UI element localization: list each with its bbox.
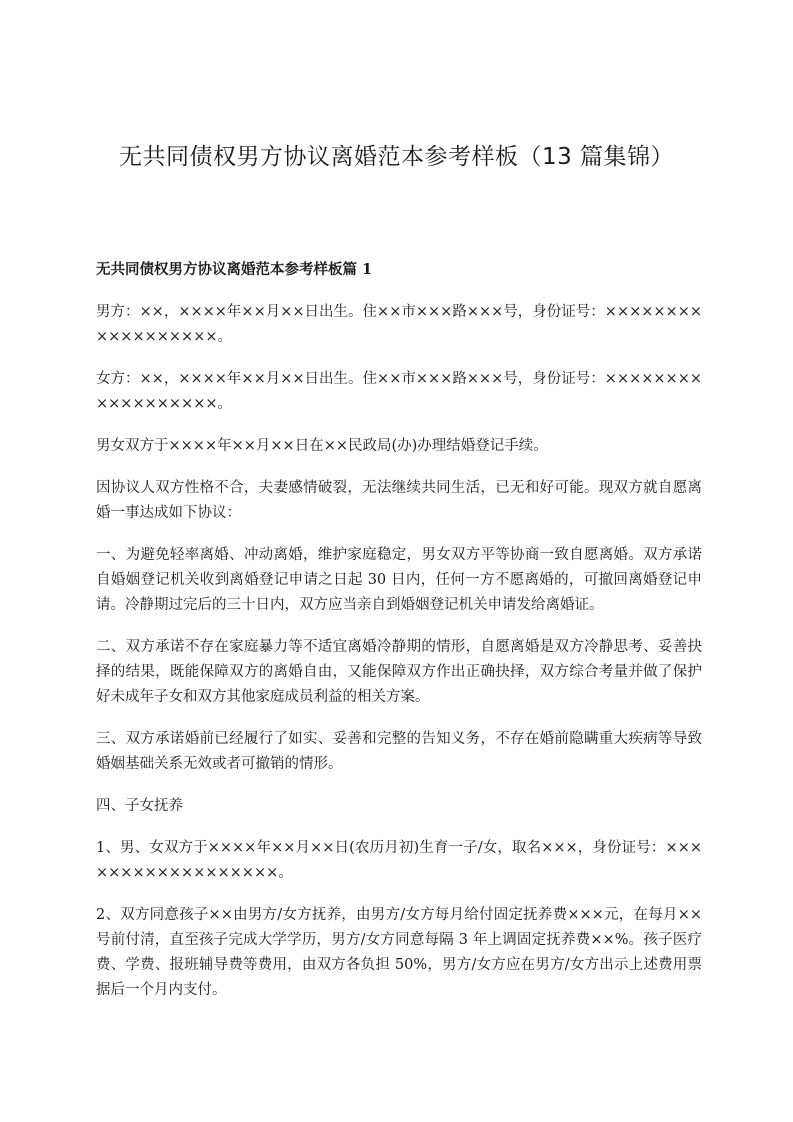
document-title: 无共同债权男方协议离婚范本参考样板（13 篇集锦）: [118, 144, 675, 170]
paragraph-male-party: 男方：××，××××年××月××日出生。住××市×××路×××号，身份证号：××××××××××××××××××。: [96, 304, 702, 345]
paragraph-clause-4-heading: 四、子女抚养: [96, 798, 183, 814]
paragraph-female-party: 女方：××，××××年××月××日出生。住××市×××路×××号，身份证号：××××××××××××××××××。: [96, 371, 702, 412]
paragraph-clause-3: 三、双方承诺婚前已经履行了如实、妥善和完整的告知义务，不存在婚前隐瞒重大疾病等导致婚姻基础关系无效或者可撤销的情形。: [96, 731, 702, 772]
paragraph-clause-1: 一、为避免轻率离婚、冲动离婚，维护家庭稳定，男女双方平等协商一致自愿离婚。双方承诺自婚姻登记机关收到离婚登记申请之日起 30 日内，任何一方不愿离婚的，可撤回离婚登记申请。冷静期过完后的三十日内，双方应当亲自到婚姻登记机关申请发给离婚证。: [96, 547, 702, 613]
paragraph-divorce-reason: 因协议人双方性格不合，夫妻感情破裂，无法继续共同生活，已无和好可能。现双方就自愿离婚一事达成如下协议：: [96, 480, 702, 521]
section-heading: 无共同债权男方协议离婚范本参考样板篇 1: [96, 261, 373, 278]
paragraph-marriage-registration: 男女双方于××××年××月××日在××民政局(办)办理结婚登记手续。: [96, 438, 548, 454]
paragraph-child-1: 1、男、女双方于××××年××月××日(农历月初)生育一子/女，取名×××，身份证号：××××××××××××××××××。: [96, 840, 702, 881]
paragraph-clause-2: 二、双方承诺不存在家庭暴力等不适宜离婚冷静期的情形，自愿离婚是双方冷静思考、妥善抉择的结果，既能保障双方的离婚自由，又能保障双方作出正确抉择，双方综合考量并做了保护好未成年子女和双方其他家庭成员利益的相关方案。: [96, 639, 702, 705]
document-body: [96, 258, 702, 1020]
paragraph-child-2: 2、双方同意孩子××由男方/女方抚养，由男方/女方每月给付固定抚养费×××元，在每月××号前付清，直至孩子完成大学学历，男方/女方同意每隔 3 年上调固定抚养费××%。孩子医疗费、学费、报班辅导费等费用，由双方各负担 50%，男方/女方应在男方/女方出示上述费用票据后一个月内支付。: [96, 907, 702, 998]
